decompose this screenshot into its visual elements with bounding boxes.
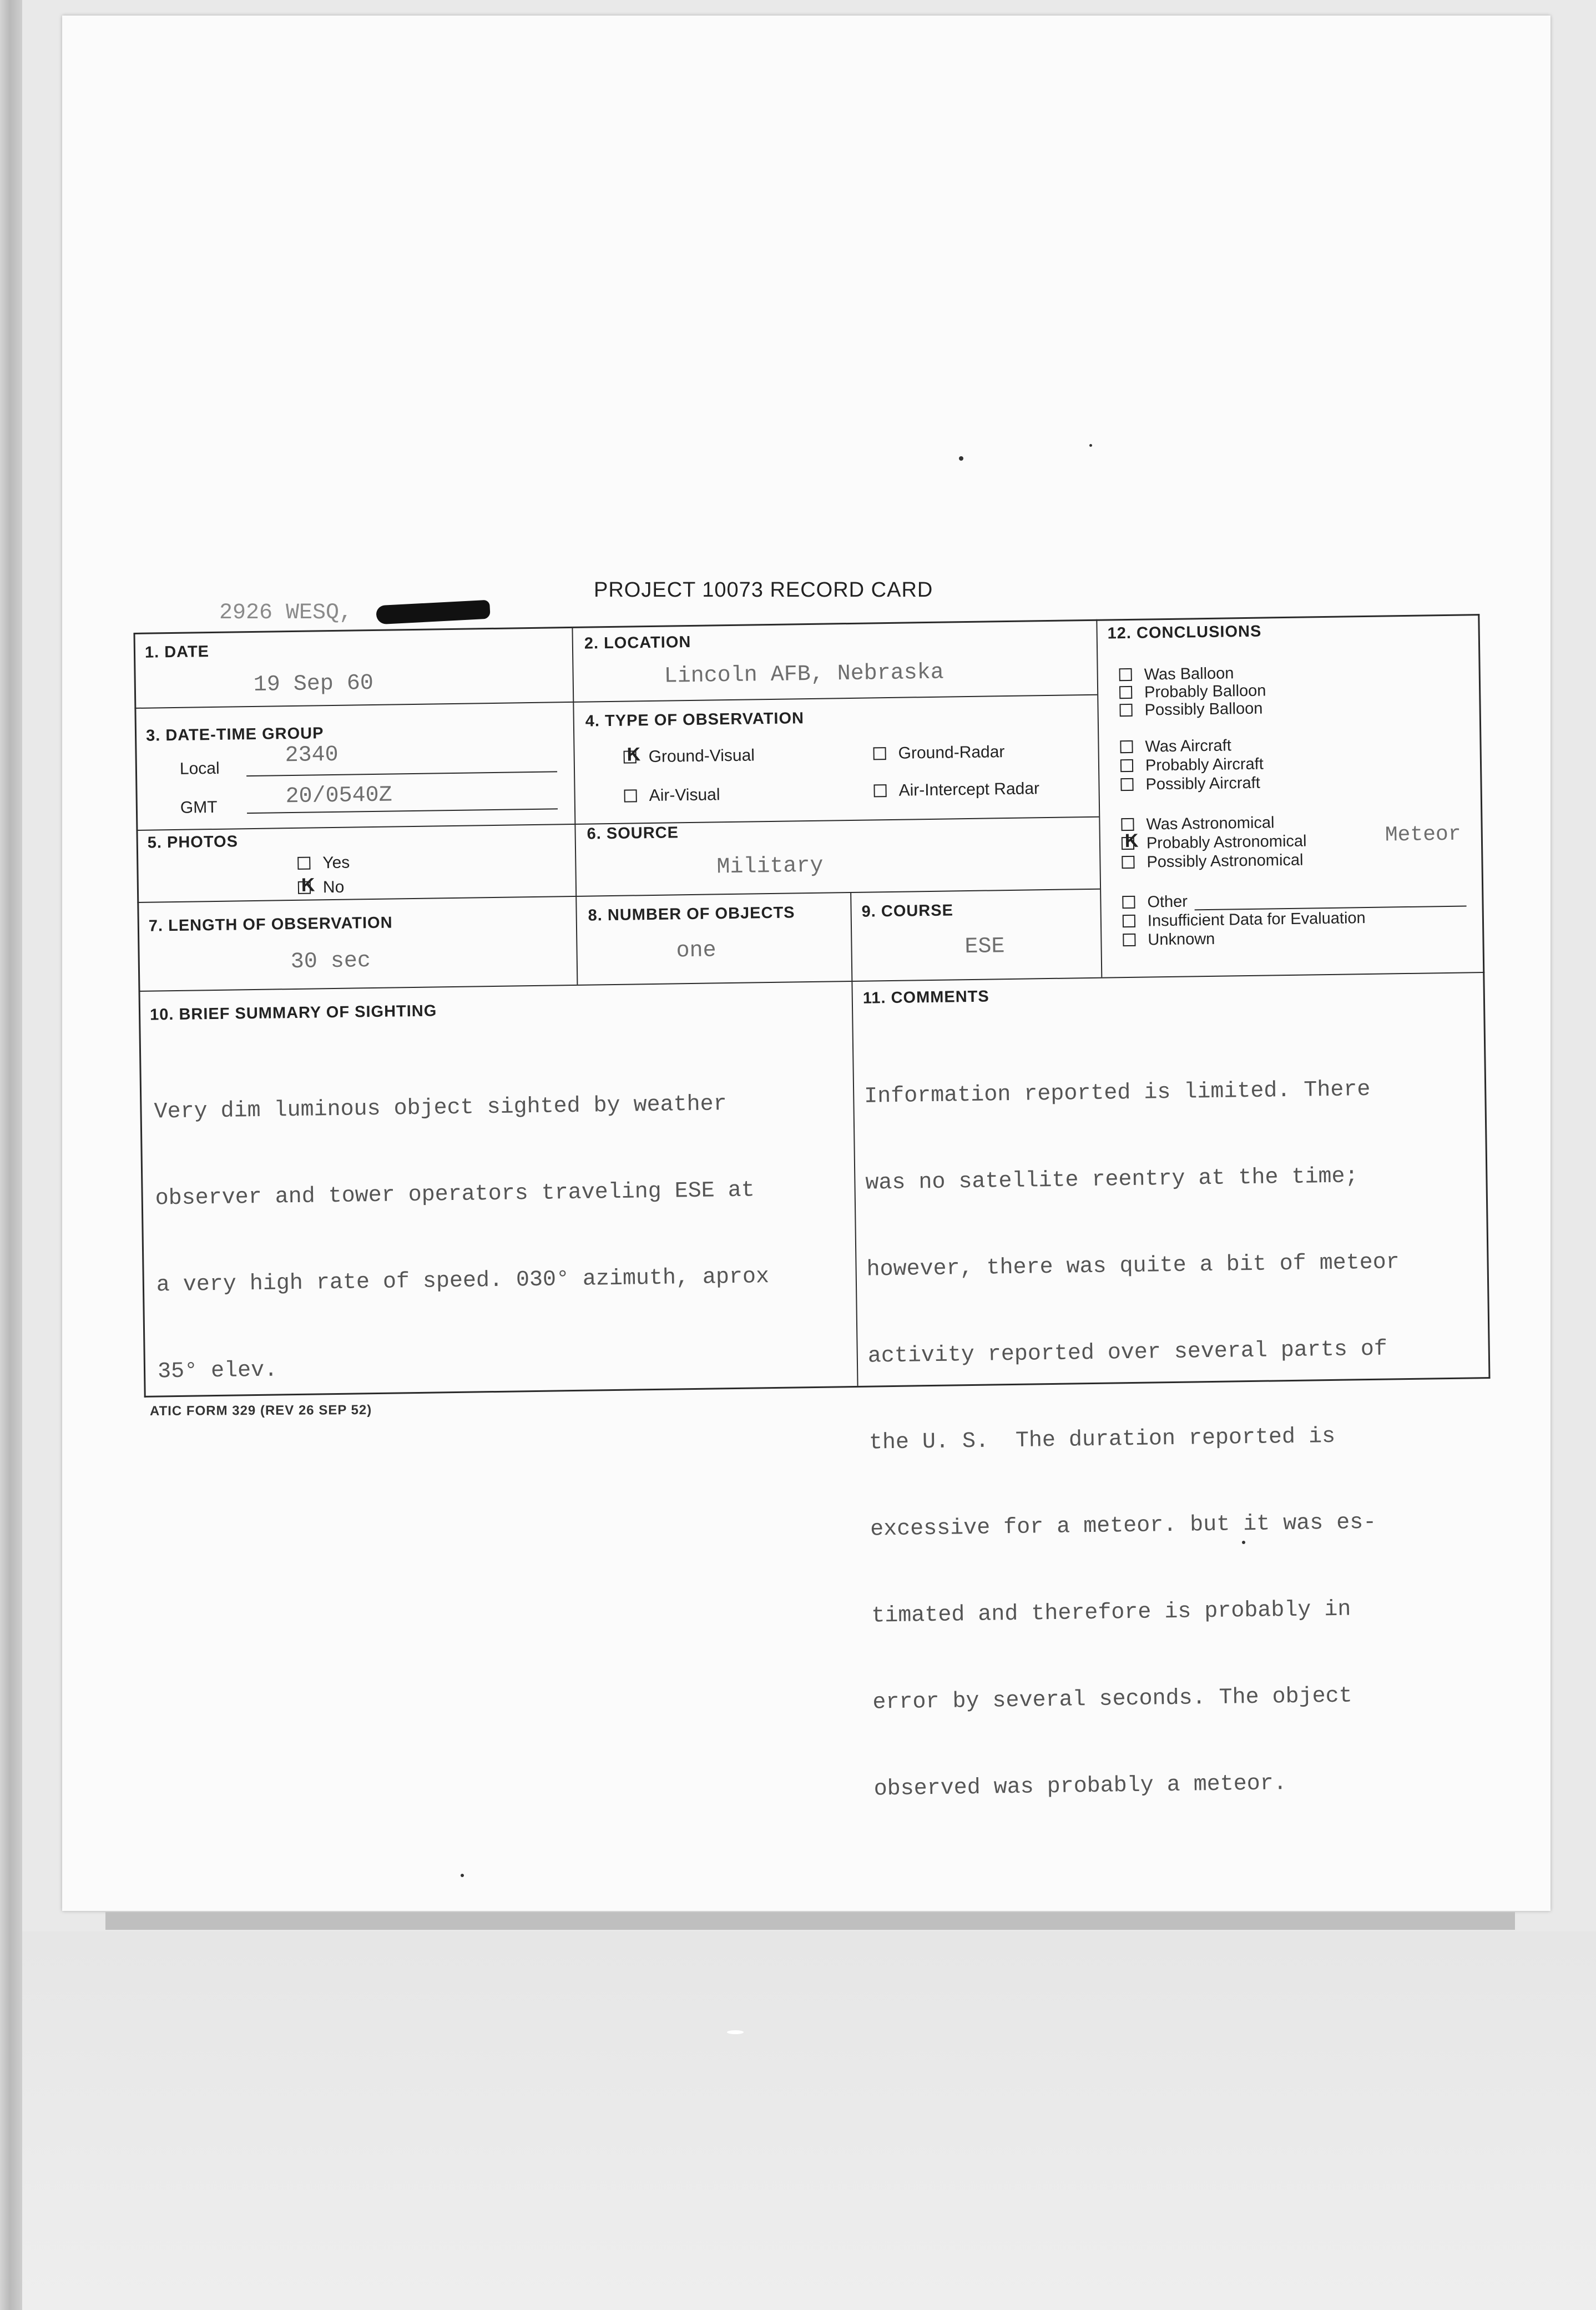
checkbox xyxy=(1122,896,1135,909)
photos-label: 5. PHOTOS xyxy=(147,833,239,852)
checkbox-photos-no xyxy=(298,881,311,894)
comments-text xyxy=(863,1017,1407,1862)
checkbox-ground-visual xyxy=(624,750,637,763)
col-divider xyxy=(1096,619,1102,977)
summary-line: a very high rate of speed. 030° azimuth, aprox xyxy=(156,1264,770,1298)
dust-speck xyxy=(461,1874,464,1877)
comments-line: the U. S. The duration reported is xyxy=(868,1424,1336,1456)
comments-line: Information reported is limited. There xyxy=(863,1077,1371,1109)
summary-text xyxy=(153,1032,771,1444)
checkbox-air-visual xyxy=(624,789,637,802)
summary-line: 35° elev. xyxy=(157,1358,278,1385)
local-underline xyxy=(246,771,557,776)
conclusion-was-aircraft: Was Aircraft xyxy=(1120,737,1231,756)
course-value: ESE xyxy=(964,934,1005,960)
course-label: 9. COURSE xyxy=(861,901,954,921)
sheet-shadow xyxy=(105,1912,1515,1930)
conclusion-probably-aircraft: Probably Aircraft xyxy=(1120,755,1264,776)
file-number: 2926 WESQ, xyxy=(219,601,353,626)
scan-background xyxy=(22,1931,1596,2310)
checkbox xyxy=(1123,915,1135,927)
comments-line: was no satellite reentry at the time; xyxy=(865,1164,1358,1196)
objects-value: one xyxy=(676,938,716,964)
conclusion-annotation: Meteor xyxy=(1385,822,1461,848)
summary-label: 10. BRIEF SUMMARY OF SIGHTING xyxy=(149,1002,437,1024)
conclusion-was-balloon: Was Balloon xyxy=(1119,664,1234,684)
conclusion-possibly-aircraft: Possibly Aircraft xyxy=(1120,774,1260,795)
location-value: Lincoln AFB, Nebraska xyxy=(664,660,945,689)
summary-line: observer and tower operators traveling ESE at xyxy=(155,1178,755,1212)
checkbox xyxy=(1119,668,1132,681)
conclusions-label: 12. CONCLUSIONS xyxy=(1107,622,1262,643)
film-edge xyxy=(0,0,22,2310)
comments-line: however, there was quite a bit of meteor xyxy=(866,1250,1400,1283)
conclusion-other: Other xyxy=(1122,893,1188,912)
option-ground-radar: Ground-Radar xyxy=(873,743,1004,763)
form-number: ATIC FORM 329 (REV 26 SEP 52) xyxy=(149,1402,372,1419)
checkbox xyxy=(1122,856,1134,869)
conclusion-was-astronomical: Was Astronomical xyxy=(1121,814,1274,834)
checkbox xyxy=(1121,818,1134,831)
checkbox-checked xyxy=(1122,837,1134,850)
checkbox xyxy=(1120,778,1133,791)
checkbox xyxy=(1120,759,1133,772)
checkbox xyxy=(1119,704,1132,717)
comments-line: timated and therefore is probably in xyxy=(871,1597,1351,1629)
local-label: Local xyxy=(179,759,220,778)
option-photos-yes: Yes xyxy=(297,854,350,873)
comments-line: activity reported over several parts of xyxy=(867,1336,1388,1369)
conclusion-possibly-balloon: Possibly Balloon xyxy=(1119,700,1262,720)
conclusion-probably-astronomical: KProbably Astronomical xyxy=(1122,833,1307,854)
gmt-time-value: 20/0540Z xyxy=(285,783,392,810)
checkbox-ground-radar xyxy=(873,747,886,760)
length-label: 7. LENGTH OF OBSERVATION xyxy=(148,914,393,935)
comments-line: excessive for a meteor. but it was es- xyxy=(870,1510,1377,1542)
length-value: 30 sec xyxy=(290,949,371,975)
option-air-intercept-radar: Air-Intercept Radar xyxy=(873,779,1039,800)
gmt-label: GMT xyxy=(180,798,218,817)
conclusion-unknown: Unknown xyxy=(1123,930,1215,950)
local-time-value: 2340 xyxy=(285,742,339,769)
conclusion-probably-balloon: Probably Balloon xyxy=(1119,682,1266,703)
date-label: 1. DATE xyxy=(144,643,210,662)
checkbox xyxy=(1120,740,1133,753)
comments-label: 11. COMMENTS xyxy=(862,987,989,1007)
dust-speck xyxy=(959,456,963,461)
conclusion-possibly-astronomical: Possibly Astronomical xyxy=(1122,851,1303,872)
source-value: Military xyxy=(716,853,824,880)
checkbox-air-intercept-radar xyxy=(873,784,886,797)
col-divider xyxy=(572,627,578,985)
comments-line: observed was probably a meteor. xyxy=(873,1771,1287,1802)
film-mark xyxy=(727,2030,744,2034)
comments-line: error by several seconds. The object xyxy=(872,1683,1352,1716)
checkbox-photos-yes xyxy=(297,857,310,870)
location-label: 2. LOCATION xyxy=(584,633,691,653)
card-title: PROJECT 10073 RECORD CARD xyxy=(594,578,933,602)
option-photos-no: KNo xyxy=(298,878,345,897)
row-divider xyxy=(138,972,1484,992)
conclusion-insufficient-data: Insufficient Data for Evaluation xyxy=(1123,909,1366,931)
conclusions-list xyxy=(1107,594,1478,977)
observation-type-label: 4. TYPE OF OBSERVATION xyxy=(585,709,805,730)
dust-speck xyxy=(1089,444,1092,447)
date-time-group-label: 3. DATE-TIME GROUP xyxy=(145,724,324,745)
checkbox xyxy=(1119,686,1132,699)
date-value: 19 Sep 60 xyxy=(253,670,374,698)
option-air-visual: Air-Visual xyxy=(624,785,720,805)
row-divider xyxy=(137,889,1100,903)
checkbox xyxy=(1123,934,1135,946)
objects-label: 8. NUMBER OF OBJECTS xyxy=(588,904,795,925)
col-divider xyxy=(850,892,858,1386)
option-ground-visual: KGround-Visual xyxy=(623,746,755,766)
source-label: 6. SOURCE xyxy=(587,824,679,843)
summary-line: Very dim luminous object sighted by weather xyxy=(154,1092,727,1125)
